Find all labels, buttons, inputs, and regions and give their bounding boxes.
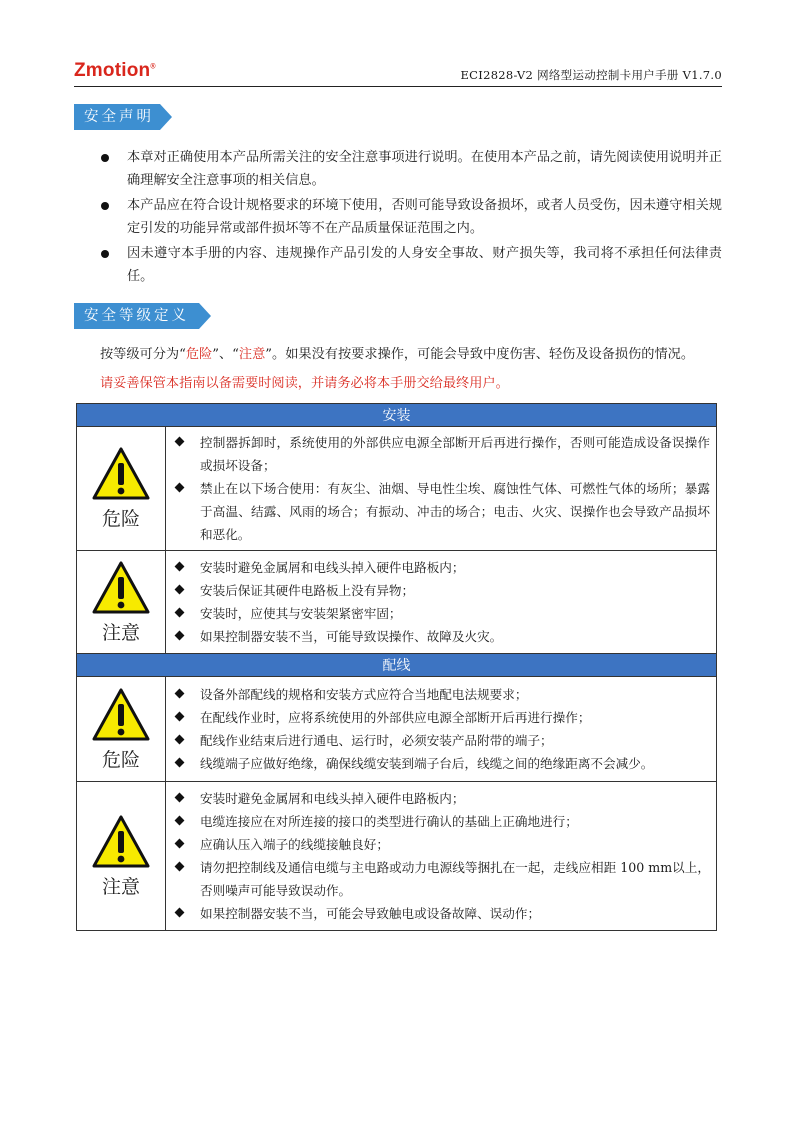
section-title: 安全声明 [74,104,160,130]
document-title: ECI2828-V2 网络型运动控制卡用户手册 V1.7.0 [460,68,722,82]
page-header [74,60,722,87]
section-title: 安全等级定义 [74,303,199,329]
table-band-install: 安装 [77,404,717,427]
warning-triangle-icon [91,560,151,616]
list-item: 安装后保证其硬件电路板上没有异物； [176,579,710,602]
warning-sign-cell [77,677,166,782]
logo-text: Zmotion [74,60,151,81]
logo-registered-mark: ® [150,63,156,71]
diamond-bullet-icon [175,735,185,745]
diamond-bullet-icon [175,562,185,572]
table-row [77,677,717,782]
keep-manual-note: 请妥善保管本指南以备需要时阅读，并请务必将本手册交给最终用户。 [100,376,509,391]
list-item: 配线作业结束后进行通电、运行时，必须安装产品附带的端子； [176,729,710,752]
diamond-bullet-icon [175,437,185,447]
list-item: 安装时避免金属屑和电线头掉入硬件电路板内； [176,556,710,579]
diamond-bullet-icon [175,816,185,826]
list-item: 如果控制器安装不当，可能会导致触电或设备故障、误动作； [176,902,710,925]
item-list-cell [166,782,717,931]
diamond-bullet-icon [175,608,185,618]
warning-sign-cell [77,782,166,931]
diamond-bullet-icon [175,908,185,918]
diamond-bullet-icon [175,585,185,595]
level-label: 注意 [101,875,140,898]
list-item: 本章对正确使用本产品所需关注的安全注意事项进行说明。在使用本产品之前，请先阅读使用说明并正确理解安全注意事项的相关信息。 [100,146,722,192]
item-list-cell [166,677,717,782]
diamond-bullet-icon [175,793,185,803]
warning-triangle-icon [91,446,151,502]
level-caution-text: 注意 [238,347,266,362]
table-row [77,551,717,654]
levels-intro: 按等级可分为“危险”、“注意”。如果没有按要求操作，可能会导致中度伤害、轻伤及设备损伤的情况。 [100,347,695,362]
diamond-bullet-icon [175,712,185,722]
list-item: 本产品应在符合设计规格要求的环境下使用，否则可能导致设备损坏，或者人员受伤，因未遵守相关规定引发的功能异常或部件损坏等不在产品质量保证范围之内。 [100,194,722,240]
safety-table [76,403,717,931]
safety-statement-list [100,146,722,290]
bullet-dot-icon [101,154,109,162]
bullet-dot-icon [101,202,109,210]
table-band-wiring: 配线 [77,654,717,677]
level-label: 注意 [101,621,140,644]
level-label: 危险 [101,748,140,771]
list-item: 安装时，应使其与安装架紧密牢固； [176,602,710,625]
list-item: 如果控制器安装不当，可能导致误操作、故障及火灾。 [176,625,710,648]
table-row [77,427,717,551]
warning-triangle-icon [91,687,151,743]
section-arrow-icon [160,104,172,130]
level-danger-text: 危险 [185,347,213,362]
list-item: 线缆端子应做好绝缘，确保线缆安装到端子台后，线缆之间的绝缘距离不会减少。 [176,752,710,775]
diamond-bullet-icon [175,758,185,768]
diamond-bullet-icon [175,689,185,699]
diamond-bullet-icon [175,839,185,849]
list-item: 设备外部配线的规格和安装方式应符合当地配电法规要求； [176,683,710,706]
list-item: 请勿把控制线及通信电缆与主电路或动力电源线等捆扎在一起，走线应相距 100 mm以上，否则噪声可能导致误动作。 [176,856,710,902]
section-arrow-icon [199,303,211,329]
list-item: 在配线作业时，应将系统使用的外部供应电源全部断开后再进行操作； [176,706,710,729]
list-item: 安装时避免金属屑和电线头掉入硬件电路板内； [176,787,710,810]
warning-sign-cell [77,427,166,551]
list-item: 应确认压入端子的线缆接触良好； [176,833,710,856]
bullet-dot-icon [101,250,109,258]
diamond-bullet-icon [175,631,185,641]
zmotion-logo [74,60,156,82]
list-item: 禁止在以下场合使用：有灰尘、油烟、导电性尘埃、腐蚀性气体、可燃性气体的场所；暴露于高温、结露、风雨的场合；有振动、冲击的场合；电击、火灾、误操作也会导致产品损坏和恶化。 [176,477,710,546]
item-list-cell [166,551,717,654]
diamond-bullet-icon [175,862,185,872]
table-row [77,782,717,931]
list-item: 控制器拆卸时，系统使用的外部供应电源全部断开后再进行操作，否则可能造成设备误操作或损坏设备； [176,431,710,477]
warning-sign-cell [77,551,166,654]
diamond-bullet-icon [175,483,185,493]
item-list-cell [166,427,717,551]
warning-triangle-icon [91,814,151,870]
list-item: 因未遵守本手册的内容、违规操作产品引发的人身安全事故、财产损失等，我司将不承担任何法律责任。 [100,242,722,288]
list-item: 电缆连接应在对所连接的接口的类型进行确认的基础上正确地进行； [176,810,710,833]
level-label: 危险 [101,508,140,530]
